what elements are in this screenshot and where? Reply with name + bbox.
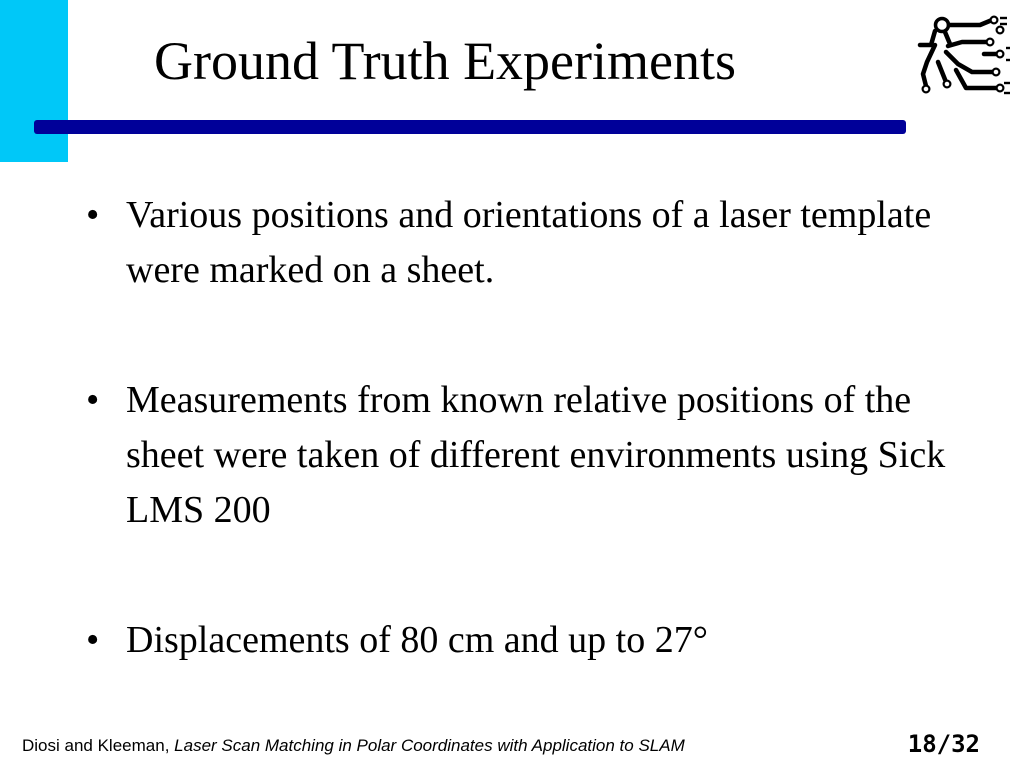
- bullet-item: [84, 188, 984, 298]
- footer-citation: [22, 736, 685, 756]
- bullet-text: Measurements from known relative positions of the sheet were taken of different environments using Sick LMS 200: [126, 379, 946, 531]
- bullet-marker: •: [86, 619, 100, 661]
- page-number: 18/32: [907, 730, 980, 758]
- bullet-text: Various positions and orientations of a laser template were marked on a sheet.: [126, 194, 932, 291]
- bullet-item: [84, 613, 984, 668]
- bullet-marker: •: [86, 194, 100, 236]
- footer-paper-title: Laser Scan Matching in Polar Coordinates with Application to SLAM: [174, 736, 685, 755]
- slide-title: Ground Truth Experiments: [154, 31, 737, 91]
- footer-authors: Diosi and Kleeman,: [22, 736, 170, 755]
- bullet-item: [84, 373, 984, 538]
- decorative-side-bar: [0, 0, 68, 162]
- bullet-marker: •: [86, 379, 100, 421]
- circuit-robot-logo-icon: [914, 14, 1012, 98]
- bullet-list: [84, 188, 984, 668]
- bullet-text: Displacements of 80 cm and up to 27°: [126, 619, 708, 661]
- title-underline: [34, 120, 906, 134]
